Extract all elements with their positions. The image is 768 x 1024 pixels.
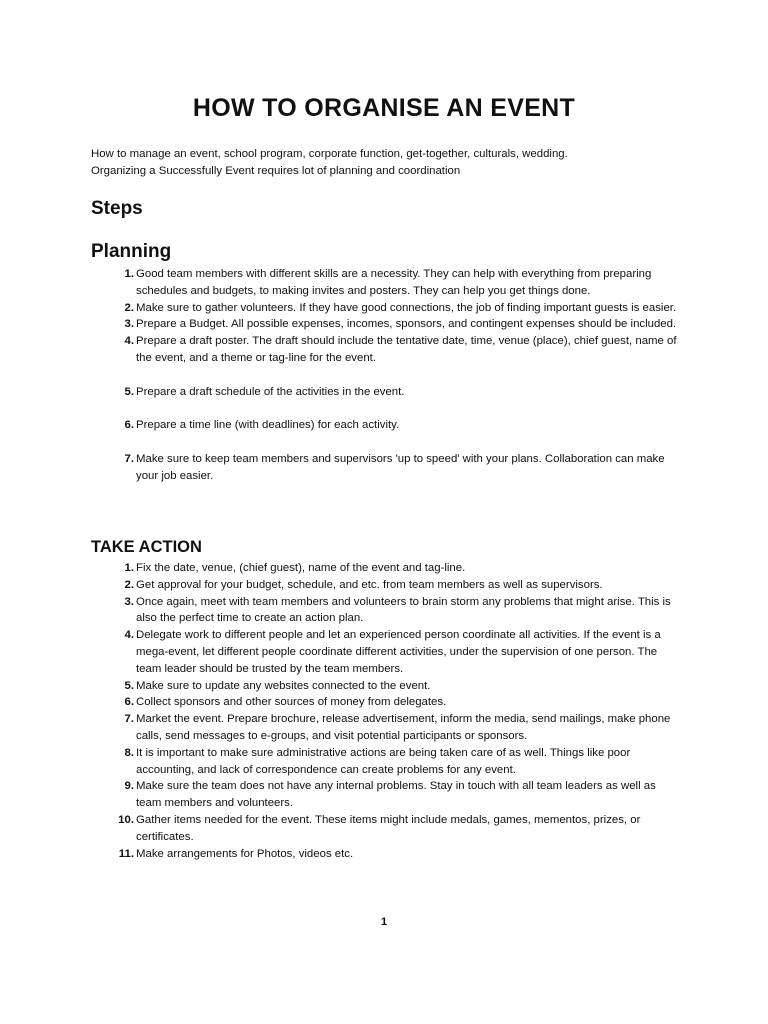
intro-paragraph <box>91 146 691 179</box>
list-text: Delegate work to different people and let an experienced person coordinate all activities. If the event is a mega-event, let different people coordinate different activities, under the supervision of one person. The team leader should be trusted by the team members. <box>136 629 661 675</box>
list-item <box>91 417 681 434</box>
list-text: Market the event. Prepare brochure, release advertisement, inform the media, send mailings, make phone calls, send messages to e-groups, and visit potential participants or sponsors. <box>136 713 671 742</box>
list-number: 3. <box>124 318 134 331</box>
list-text: Make arrangements for Photos, videos etc. <box>136 847 354 860</box>
list-item <box>91 316 681 333</box>
list-number: 11. <box>118 847 134 860</box>
planning-list <box>91 266 681 484</box>
list-text: Prepare a Budget. All possible expenses, incomes, sponsors, and contingent expenses should be included. <box>136 318 677 331</box>
list-item <box>91 745 681 779</box>
list-item <box>91 560 681 577</box>
list-text: Once again, meet with team members and volunteers to brain storm any problems that might arise. This is also the perfect time to create an action plan. <box>136 595 671 625</box>
intro-line: Organizing a Successfully Event requires lot of planning and coordination <box>91 164 461 177</box>
list-item <box>91 778 681 812</box>
list-number: 5. <box>124 385 134 398</box>
list-text: Prepare a draft schedule of the activities in the event. <box>136 385 405 398</box>
list-item <box>91 577 681 594</box>
list-item <box>91 627 681 677</box>
list-item <box>91 846 681 863</box>
list-item <box>91 678 681 695</box>
list-number: 6. <box>124 419 134 432</box>
planning-heading: Planning <box>91 241 172 262</box>
list-text: Collect sponsors and other sources of money from delegates. <box>136 696 447 709</box>
list-text: Make sure the team does not have any internal problems. Stay in touch with all team leaders as well as team members and volunteers. <box>136 780 656 810</box>
page-number: 1 <box>380 916 388 928</box>
list-number: 4. <box>124 335 134 348</box>
list-number: 5. <box>124 679 134 692</box>
list-item <box>91 812 681 846</box>
list-item <box>91 333 681 367</box>
list-number: 7. <box>124 713 134 726</box>
list-text: Good team members with different skills are a necessity. They can help with everything from preparing schedules and budgets, to making invites and posters. They can help you get things done. <box>136 268 652 297</box>
list-text: Make sure to update any websites connected to the event. <box>136 679 431 692</box>
take-action-heading: TAKE ACTION <box>91 538 202 556</box>
list-item <box>91 711 681 745</box>
list-item <box>91 300 681 317</box>
list-text: It is important to make sure administrative actions are being taken care of as well. Things like poor accounting, and lack of correspondence can create problems for any event. <box>136 746 631 776</box>
list-text: Gather items needed for the event. These items might include medals, games, mementos, prizes, or certificates. <box>136 813 641 843</box>
intro-line: How to manage an event, school program, corporate function, get-together, culturals, wedding. <box>91 148 568 160</box>
list-number: 1. <box>124 268 134 280</box>
list-item <box>91 451 681 485</box>
list-item <box>91 384 681 401</box>
list-text: Get approval for your budget, schedule, and etc. from team members as well as supervisors. <box>136 578 603 591</box>
list-text: Make sure to keep team members and supervisors 'up to speed' with your plans. Collaboration can make your job easier. <box>136 452 665 482</box>
list-number: 7. <box>124 452 134 465</box>
take-action-list <box>91 560 681 862</box>
list-number: 9. <box>124 780 134 793</box>
list-item <box>91 694 681 711</box>
list-number: 8. <box>124 746 134 759</box>
list-number: 2. <box>124 301 134 314</box>
list-number: 4. <box>124 629 134 642</box>
list-text: Fix the date, venue, (chief guest), name of the event and tag-line. <box>136 562 466 574</box>
list-number: 1. <box>124 562 134 574</box>
list-text: Make sure to gather volunteers. If they have good connections, the job of finding important guests is easier. <box>136 301 677 314</box>
list-text: Prepare a draft poster. The draft should include the tentative date, time, venue (place), chief guest, name of the event, and a theme or tag-line for the event. <box>136 335 677 364</box>
steps-heading: Steps <box>91 198 143 219</box>
list-number: 3. <box>124 595 134 608</box>
list-item <box>91 594 681 628</box>
list-number: 6. <box>124 696 134 709</box>
list-item <box>91 266 681 300</box>
document-title: HOW TO ORGANISE AN EVENT <box>192 94 576 122</box>
list-number: 10. <box>118 813 134 826</box>
list-number: 2. <box>124 578 134 591</box>
list-text: Prepare a time line (with deadlines) for each activity. <box>136 419 400 432</box>
